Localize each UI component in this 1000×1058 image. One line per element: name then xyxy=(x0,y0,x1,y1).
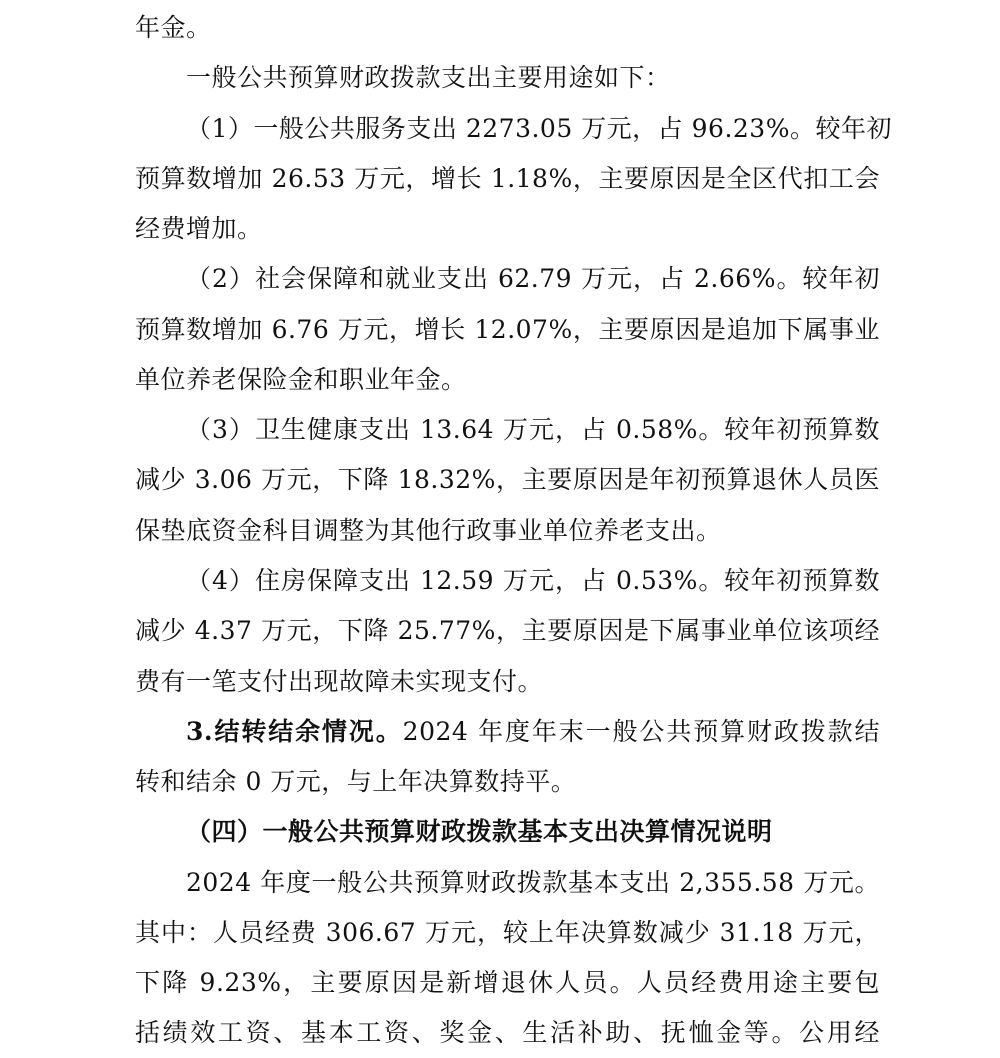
text-line-15-rest: 年度年末一般公共预算财政拨款结 xyxy=(478,717,880,746)
text-line-20: 下降 9.23%，主要原因是新增退休人员。人员经费用途主要包 xyxy=(135,968,880,997)
section-heading-bold: 3.结转结余情况。 xyxy=(186,717,403,746)
text-line-16: 转和结余 0 万元，与上年决算数持平。 xyxy=(135,767,577,796)
text-line-19: 其中：人员经费 306.67 万元，较上年决算数减少 31.18 万元， xyxy=(135,918,880,947)
text-line-14: 费有一笔支付出现故障未实现支付。 xyxy=(135,667,544,696)
text-line-4: 预算数增加 26.53 万元，增长 1.18%，主要原因是全区代扣工会 xyxy=(135,164,880,193)
text-line-15 xyxy=(186,707,880,757)
text-line-1: 年金。 xyxy=(135,13,212,42)
text-line-12: （4）住房保障支出 12.59 万元，占 0.53%。较年初预算数 xyxy=(186,566,880,595)
text-line-10: 减少 3.06 万元，下降 18.32%，主要原因是年初预算退休人员医 xyxy=(135,465,880,494)
year-text: 2024 xyxy=(402,717,469,746)
subsection-heading: （四）一般公共预算财政拨款基本支出决算情况说明 xyxy=(186,817,773,846)
text-line-6: （2）社会保障和就业支出 62.79 万元，占 2.66%。较年初 xyxy=(186,264,880,293)
text-line-3: （1）一般公共服务支出 2273.05 万元，占 96.23%。较年初 xyxy=(186,114,892,143)
text-line-11: 保垫底资金科目调整为其他行政事业单位养老支出。 xyxy=(135,516,722,545)
text-line-2: 一般公共预算财政拨款支出主要用途如下： xyxy=(186,63,671,92)
text-line-9: （3）卫生健康支出 13.64 万元，占 0.58%。较年初预算数 xyxy=(186,415,880,444)
text-line-7: 预算数增加 6.76 万元，增长 12.07%，主要原因是追加下属事业 xyxy=(135,315,880,344)
text-line-5: 经费增加。 xyxy=(135,214,263,243)
text-line-8: 单位养老保险金和职业年金。 xyxy=(135,365,467,394)
text-line-13: 减少 4.37 万元，下降 25.77%，主要原因是下属事业单位该项经 xyxy=(135,616,880,645)
text-line-18: 2024 年度一般公共预算财政拨款基本支出 2,355.58 万元。 xyxy=(186,868,880,897)
text-line-21: 括绩效工资、基本工资、奖金、生活补助、抚恤金等。公用经 xyxy=(135,1018,880,1047)
